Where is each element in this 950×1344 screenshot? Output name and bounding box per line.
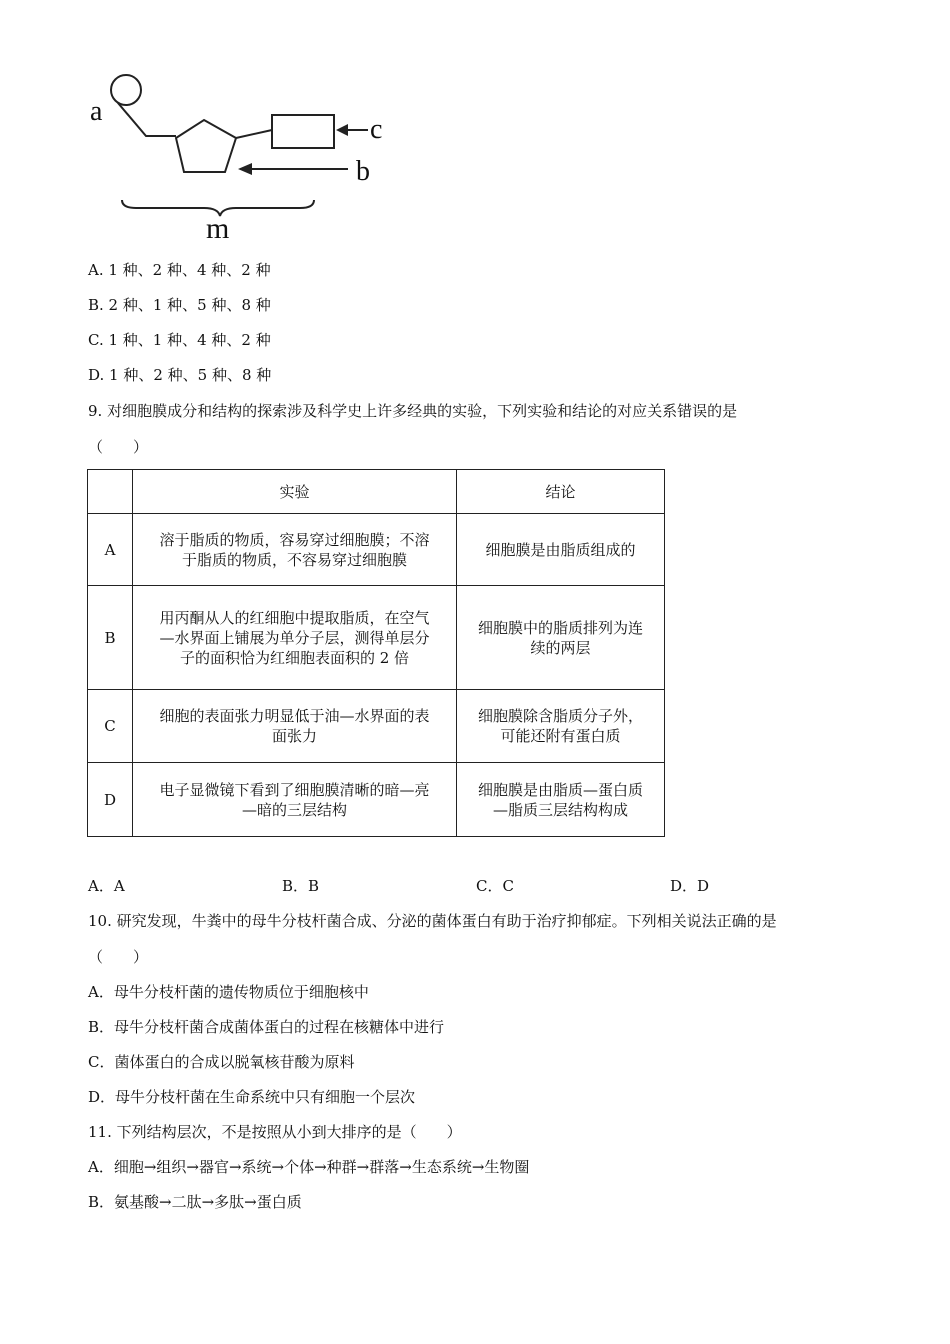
header-experiment: 实验 [133,470,457,514]
row-conclusion [457,763,665,837]
phosphate-circle [111,75,141,105]
q10-option-b: B．母牛分枝杆菌合成菌体蛋白的过程在核糖体中进行 [88,1018,445,1036]
base-rectangle [272,115,334,148]
conclusion-line: 细胞膜是由脂质组成的 [485,540,636,559]
table-row [88,690,665,763]
experiment-line: 细胞的表面张力明显低于油—水界面的表 [159,707,430,725]
experiment-line: —水界面上铺展为单分子层，测得单层分 [159,628,430,647]
q8-option-d: D. 1 种、2 种、5 种、8 种 [88,366,272,384]
row-conclusion [457,690,665,763]
row-experiment [133,514,457,586]
experiment-line: 子的面积恰为红细胞表面积的 2 倍 [179,648,410,667]
table-row [88,586,665,690]
row-key: D [88,763,133,837]
row-key: A [88,514,133,586]
row-key: C [88,690,133,763]
table-header-row [88,470,665,514]
label-c: c [370,114,383,145]
conclusion-line: 细胞膜是由脂质—蛋白质 [477,780,643,799]
conclusion-line: 细胞膜中的脂质排列为连 [477,618,643,637]
table-row [88,514,665,586]
q8-option-a: A. 1 种、2 种、4 种、2 种 [88,261,271,279]
q10-paren: （ ） [88,948,149,966]
row-experiment [133,586,457,690]
base-bond [236,130,272,138]
q10-option-c: C．菌体蛋白的合成以脱氧核苷酸为原料 [88,1053,355,1071]
row-conclusion [457,586,665,690]
conclusion-line: 续的两层 [530,638,591,657]
arrow-b-head [238,163,252,175]
q10-option-a: A．母牛分枝杆菌的遗传物质位于细胞核中 [88,983,369,1001]
experiment-line: 电子显微镜下看到了细胞膜清晰的暗—亮 [159,780,430,799]
label-b: b [356,156,370,187]
arrow-c-head [336,124,348,136]
experiment-line: —暗的三层结构 [241,800,347,819]
q9-table [87,469,665,837]
q11-option-b: B．氨基酸→二肽→多肽→蛋白质 [88,1193,302,1211]
label-a: a [90,96,103,127]
label-m: m [206,212,230,243]
q9-option-b: B．B [282,877,320,895]
phosphate-bond [118,103,176,136]
row-key: B [88,586,133,690]
row-experiment [133,763,457,837]
row-conclusion [457,514,665,586]
q9-paren: （ ） [88,438,149,456]
conclusion-line: 可能还附有蛋白质 [500,727,621,745]
q10-option-d: D．母牛分枝杆菌在生命系统中只有细胞一个层次 [88,1088,416,1106]
nucleotide-diagram [86,68,396,243]
conclusion-line: 细胞膜除含脂质分子外， [477,707,643,725]
table-row [88,763,665,837]
q9-stem: 9. 对细胞膜成分和结构的探索涉及科学史上许多经典的实验，下列实验和结论的对应关系错误的是 [88,402,738,420]
row-experiment [133,690,457,763]
header-conclusion: 结论 [457,470,665,514]
q9-option-c: C．C [476,877,514,895]
q9-option-a: A．A [88,877,125,895]
q11-stem: 11. 下列结构层次，不是按照从小到大排序的是（ ） [88,1123,462,1141]
experiment-line: 用丙酮从人的红细胞中提取脂质，在空气 [159,608,430,627]
experiment-line: 于脂质的物质，不容易穿过细胞膜 [181,550,407,569]
q10-stem: 10. 研究发现，牛粪中的母牛分枝杆菌合成、分泌的菌体蛋白有助于治疗抑郁症。下列相关说法正确的是 [88,912,777,930]
experiment-line: 溶于脂质的物质，容易穿过细胞膜；不溶 [159,530,430,549]
pentose-pentagon [176,120,236,172]
conclusion-line: —脂质三层结构构成 [492,800,628,819]
q9-option-d: D．D [670,877,710,895]
experiment-line: 面张力 [271,727,317,745]
q8-option-c: C. 1 种、1 种、4 种、2 种 [88,331,271,349]
q11-option-a: A．细胞→组织→器官→系统→个体→种群→群落→生态系统→生物圈 [88,1158,530,1176]
q8-option-b: B. 2 种、1 种、5 种、8 种 [88,296,271,314]
header-blank [88,470,133,514]
